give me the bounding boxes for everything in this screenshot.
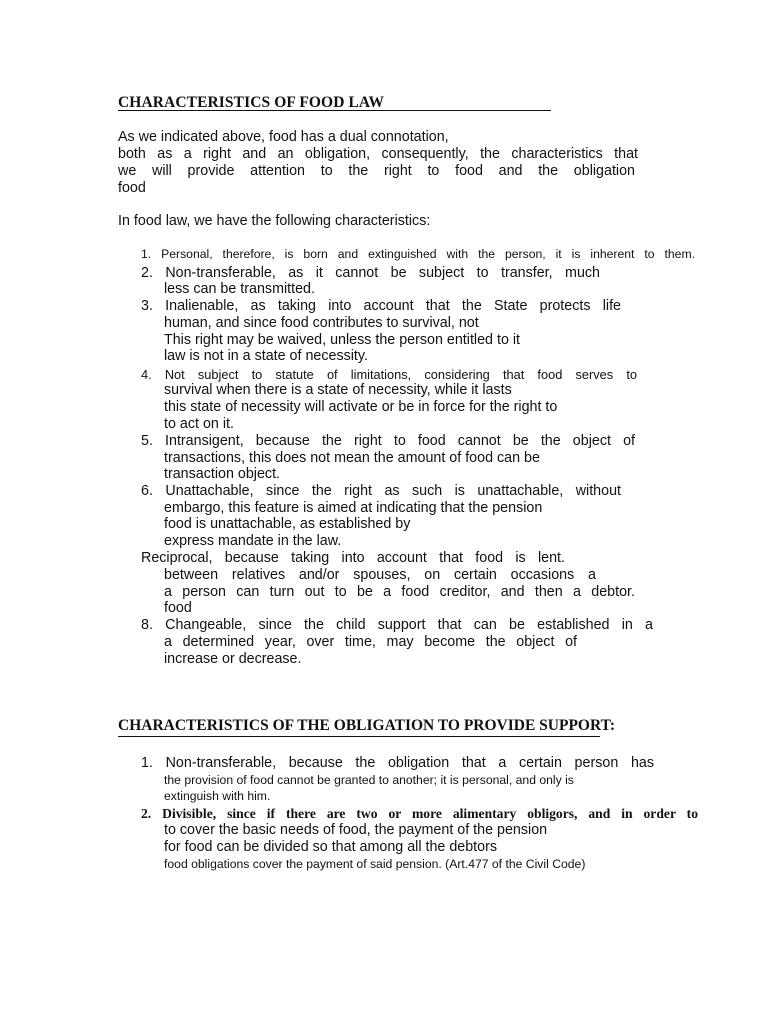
intro-line: we will provide attention to the right to food and the obligation — [118, 163, 635, 179]
intro-line: food — [118, 180, 146, 196]
section-heading-food-law: CHARACTERISTICS OF FOOD LAW — [118, 94, 385, 111]
heading-underline — [118, 110, 551, 111]
list-item-continuation: extinguish with him. — [164, 789, 271, 803]
list-item-continuation: survival when there is a state of necessity, while it lasts — [164, 382, 512, 398]
list-item-continuation: to cover the basic needs of food, the payment of the pension — [164, 822, 548, 838]
list-item-continuation: food obligations cover the payment of said pension. (Art.477 of the Civil Code) — [164, 857, 586, 871]
list-item-continuation: increase or decrease. — [164, 651, 302, 667]
list-item-changeable: 8. Changeable, since the child support that can be established in a — [141, 617, 653, 633]
list-item-continuation: a person can turn out to be a food creditor, and then a debtor. — [164, 584, 635, 600]
list-item-continuation: to act on it. — [164, 416, 234, 432]
list-item-intransigent: 5. Intransigent, because the right to food cannot be the object of — [141, 433, 635, 449]
heading-underline — [118, 736, 600, 737]
list-item-continuation: law is not in a state of necessity. — [164, 348, 368, 364]
list-item-continuation: This right may be waived, unless the person entitled to it — [164, 332, 521, 348]
lead-text: In food law, we have the following characteristics: — [118, 213, 431, 229]
intro-line: both as a right and an obligation, consequently, the characteristics that — [118, 146, 638, 162]
list-item-continuation: transactions, this does not mean the amount of food can be — [164, 450, 540, 466]
list-item-continuation: food — [164, 600, 192, 616]
list-item-continuation: transaction object. — [164, 466, 281, 482]
list-item-non-transferable: 2. Non-transferable, as it cannot be subject to transfer, much — [141, 265, 600, 281]
list-item-continuation: for food can be divided so that among all the debtors — [164, 839, 498, 855]
list-item-continuation: the provision of food cannot be granted to another; it is personal, and only is — [164, 773, 574, 787]
obligation-item-non-transferable: 1. Non-transferable, because the obligation that a certain person has — [141, 755, 654, 771]
list-item-continuation: express mandate in the law. — [164, 533, 342, 549]
intro-line: As we indicated above, food has a dual connotation, — [118, 129, 449, 145]
list-item-continuation: less can be transmitted. — [164, 281, 315, 297]
list-item-continuation: embargo, this feature is aimed at indicating that the pension — [164, 500, 543, 516]
list-item-continuation: food is unattachable, as established by — [164, 516, 411, 532]
list-item-not-subject-to-limitations: 4. Not subject to statute of limitations, considering that food serves to — [141, 367, 637, 382]
list-item-inalienable: 3. Inalienable, as taking into account that the State protects life — [141, 298, 621, 314]
list-item-reciprocal: Reciprocal, because taking into account that food is lent. — [141, 550, 565, 566]
list-item-continuation: a determined year, over time, may become the object of — [164, 634, 577, 650]
list-item-continuation: human, and since food contributes to survival, not — [164, 315, 479, 331]
list-item-continuation: this state of necessity will activate or be in force for the right to — [164, 399, 558, 415]
obligation-item-divisible: 2. Divisible, since if there are two or more alimentary obligors, and in order to — [141, 806, 698, 821]
section-heading-obligation: CHARACTERISTICS OF THE OBLIGATION TO PROVIDE SUPPORT: — [118, 717, 615, 734]
list-item-continuation: between relatives and/or spouses, on certain occasions a — [164, 567, 596, 583]
list-item-personal: 1. Personal, therefore, is born and extinguished with the person, it is inherent to them. — [141, 247, 695, 261]
list-item-unattachable: 6. Unattachable, since the right as such is unattachable, without — [141, 483, 621, 499]
